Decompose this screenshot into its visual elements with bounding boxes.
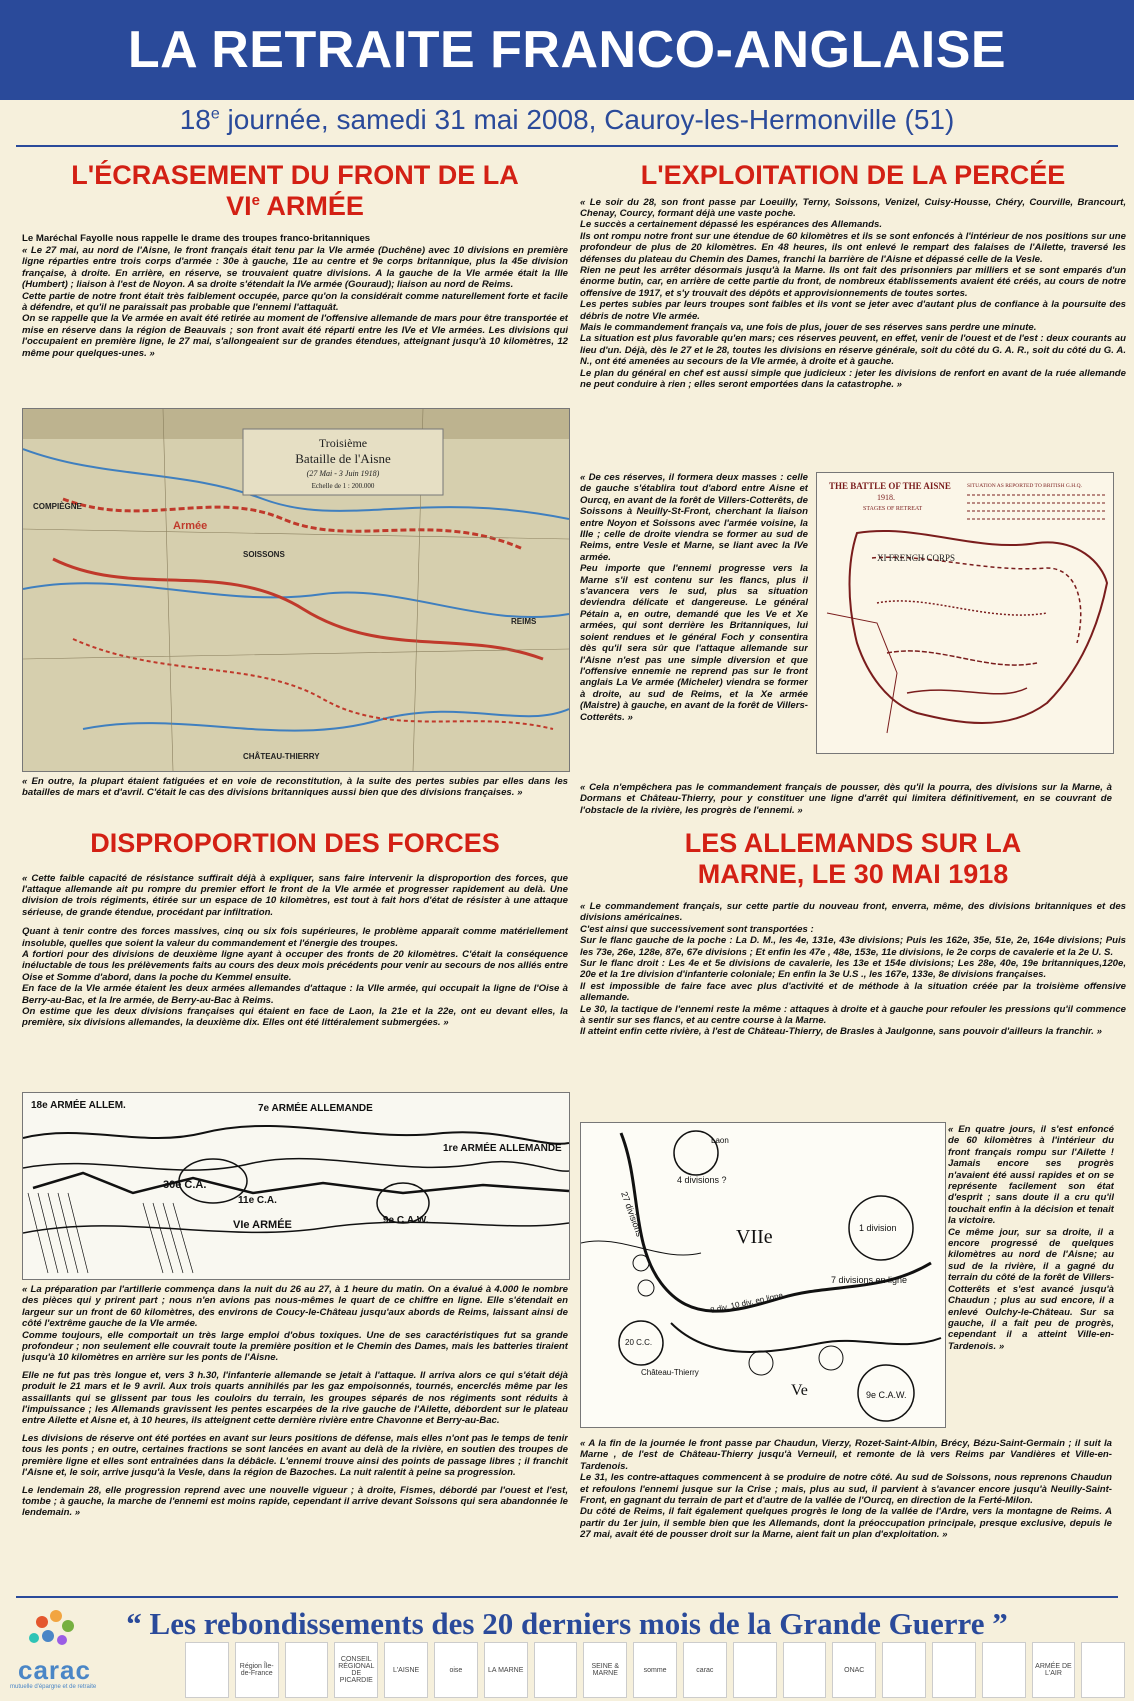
title-armee: ARMÉE [259,190,364,221]
sponsor-logo: ARMÉE DE L'AIR [1032,1642,1076,1698]
paragraph: A fortiori pour des divisions de deuxième ligne ayant à occuper des fronts de 20 kilomètres. C'était la conséquence inéluctable de tous les prélèvements faits au cours des deux mois précédents pour venir au secours de nos alliés entre Oise et Somme d'abord, dans la poche du Kemmel ensuite. [22,948,568,983]
sponsor-logo: CONSEIL RÉGIONAL DE PICARDIE [334,1642,378,1698]
paragraph: « Cette faible capacité de résistance suffirait déjà à expliquer, sans faire intervenir la disproportion des forces, que l'attaque allemande ait pu rompre du premier effort le front de la VIe armée et progresser rapidement au delà. Une division de trois régiments, étirée sur un espace de 10 kilomètres, est tout à fait hors d'état de résister à une attaque sérieuse, de grande étendue, procédant par infiltration. [22,872,568,918]
sponsor-logo [1081,1642,1125,1698]
logo-text: carac [18,1655,91,1685]
map-label: Armée [173,520,208,532]
map-battle-of-the-aisne [816,472,1114,754]
paragraph: Mais le commandement français va, une fois de plus, jouer de ses réserves sans perdre une minute. [580,321,1037,333]
logo-subtext: mutuelle d'épargne et de retraite [10,1684,97,1690]
paragraph: Du côté de Reims, il fait également quelques progrès le long de la vallée de l'Ardre, vers la montagne de Reims. A partir du 1er juin, il semble bien que les Allemands, dont la préoccupation principale, presque exclusive, depuis le 27 mai, avait été de pousser droit sur la Marne, aient fait un plan d'exploitation. » [580,1506,1112,1541]
paragraph: Sur le flanc gauche de la poche : La D. M., les 4e, 131e, 43e divisions; Puis les 162e, 35e, 51e, 2e, 164e divisions; Puis les 73e, 26e, 128e, 87e, 67e divisions ; Et enfin les 47e , 48e, 153e, 11e divisions, le 2e corps de cavalerie et la 2e U. S. [580,935,1126,958]
paragraph: Le 30, la tactique de l'ennemi reste la même : attaques à droite et à gauche pour refouler les pressions qu'il commence à sentir sur ses flancs, et au centre course à la Marne. [580,1003,1126,1027]
paragraph: « La préparation par l'artillerie commença dans la nuit du 26 au 27, à 1 heure du matin. On a évalué à 4.000 le nombre des pièces qui y prirent part ; nous n'en avions pas nous-mêmes le quart de ce chiffre en ligne. Elle s'étendait en largeur sur un front de 60 kilomètres, des environs de Coucy-le-Château jusqu'aux abords de Reims, laissant ainsi de côté l'extrême gauche de la VIe armée. [22,1284,568,1330]
map-label: 9e C.A.W. [866,1390,907,1400]
paragraph: « De ces réserves, il formera deux masses : celle de gauche s'établira tout d'abord entre Aisne et Ourcq, en avant de la forêt de Villers-Cotterêts, de Soissons à Neuilly-St-Front, cherchant la liaison entre Noyon et Soissons avec l'armée voisine, la IIIe ; celle de droite viendra se former au sud de Reims, entre Vesle et Marne, se liant avec la IVe armée. [580,472,808,563]
paragraph: Les divisions de réserve ont été portées en avant sur leurs positions de défense, mais elles n'ont pas le temps de tenir tous les ponts ; en outre, certaines fractions se sont lancées en avant au delà de la rivière, en soutien des troupes de première ligne et elles sont entraînées dans la débâcle. L'ennemi trouve ainsi des points de passage libres ; il franchit l'Aisne et, le soir, arrive jusqu'à la Vesle, dans la région de Bazoches. La nuit ralentit à peine sa progression. [22,1432,568,1479]
sponsor-logo [783,1642,827,1698]
section-title: L'EXPLOITATION DE LA PERCÉE [640,160,1066,190]
paragraph: Elle ne fut pas très longue et, vers 3 h.30, l'infanterie allemande se jetait à l'attaque. Il arriva alors ce qui s'était déjà produit le 21 mars et le 9 avril. Aux trois quarts annihilés par les gaz empoisonnés, tournés, encerclés même par les assaillants qui se glissent par tous les couloirs du terrain, les groupes séparés de nos régiments sont réduits à l'impuissance ; les Allemands gravissent les pentes escarpées de la rive gauche de l'Ailette, débordent sur le plateau entre Ailette et Aisne et, à 10 heures, ils atteignent cette dernière rivière entre Chavonne et Berry-au-Bac. [22,1369,568,1427]
section-exploitation-side [580,472,808,778]
section-title: DISPROPORTION DES FORCES [90,828,500,858]
map-caption: « En outre, la plupart étaient fatiguées et en voie de reconstitution, à la suite des pertes subies par elles dans les batailles de mars et d'avril. C'était le cas des divisions britanniques aussi bien que des divisions françaises. » [22,776,568,799]
section-title-line1: LES ALLEMANDS SUR LA [684,828,1022,858]
section-title-line2: MARNE, LE 30 MAI 1918 [697,858,1009,889]
map-corps: XI FRENCH CORPS [877,553,956,563]
map-title: THE BATTLE OF THE AISNE [829,481,951,491]
footer-quote: “ Les rebondissements des 20 derniers mois de la Grande Guerre ” [126,1606,1008,1641]
sponsor-logo: somme [633,1642,677,1698]
sponsor-logo [185,1642,229,1698]
map-scale: Echelle de 1 : 200.000 [311,482,375,490]
section-marne-side [948,1124,1114,1428]
paragraph: Comme toujours, elle comportait un très large emploi d'obus toxiques. Une de ses caractéristiques fut sa grande profondeur ; non seulement elle couvrait toute la première position et le Chemin des Dames, mais les batteries tiraient jusqu'à 10 kilomètres en arrière sur les ponts de l'Aisne. [22,1329,568,1364]
paragraph: Rien ne peut les arrêter désormais jusqu'à la Marne. Ils ont fait des prisonniers par milliers et se sont emparés d'un énorme butin, car, en arrière de cette partie du front, de nombreux établissements avaient été créés, au cours de notre offensive de 1917, et s'y trouvait des dépôts et approvisionnements de toutes sortes. [580,264,1126,299]
sponsor-logo: ONAC [832,1642,876,1698]
sponsor-logo [882,1642,926,1698]
title-banner [0,0,1134,100]
sponsor-strip [185,1642,1125,1698]
sponsor-logo: LA MARNE [484,1642,528,1698]
map-label: Laon [711,1136,729,1145]
map-title: Troisième [318,436,368,450]
map-label: 8 div. 10 div. en ligne [709,1290,784,1315]
map-label: 30e C.A. [163,1179,207,1191]
paragraph: Quant à tenir contre des forces massives, cinq ou six fois supérieures, le problème apparaît comme matériellement insoluble, quelles que soient la valeur du commandement et l'énergie des troupes. [22,926,568,949]
map-label: CHÂTEAU-THIERRY [243,752,320,761]
section-disproportion-lower [22,1284,568,1584]
map-dates: (27 Mai - 3 Juin 1918) [306,469,380,478]
map-troisieme-bataille [22,408,570,772]
map-front-30-mai [580,1122,946,1428]
map-situation: SITUATION AS REPORTED TO BRITISH G.H.Q. [967,483,1082,489]
header-rule [16,145,1118,147]
map-label: REIMS [511,617,537,626]
paragraph: Sur le flanc droit : Les 4e et 5e divisions de cavalerie, les 13e et 154e divisions; Les 28e, 40e, 19e britanniques,120e, 20e et la 1re division d'infanterie coloniale; En enfin la 3e U.S ., les 167e, 133e, 8e divisions françaises. [580,958,1126,981]
map-stages: STAGES OF RETREAT [863,506,923,512]
paragraph: « Le commandement français, sur cette partie du nouveau front, enverra, même, des divisions britanniques et des divisions américaines. [580,901,1126,924]
section-marne [580,828,1126,1120]
paragraph: Le 31, les contre-attaques commencent à se produire de notre côté. Au sud de Soissons, nous reprenons Chaudun et refoulons l'ennemi jusque sur la Crise ; mais, plus au sud, il parvient à s'avancer encore jusqu'à Neuilly-Saint-Front, en gagnant du terrain de part et d'autre de la vallée de l'Ourcq, en direction de la Ferté-Milon. [580,1472,1112,1507]
paragraph: Les pertes subies par leurs troupes sont faibles et ils vont se jeter avec d'autant plus de confiance à la poursuite des débris de notre VIe armée. [580,299,1126,322]
map-label: 20 C.C. [625,1338,653,1347]
section-marne-lower [580,1438,1112,1588]
paragraph: On se rappelle que la Ve armée en avait été retirée au moment de l'offensive allemande de mars pour être transportée et mise en réserve dans la région de Beauvais ; son front avait été réparti entre les IVe et VIe armées. Les divisions qui l'occupaient en première ligne, le 27 mai, s'allongeaient sur de grandes étendues, atteignant jusqu'à 10 kilomètres, 12 même pour quelques-unes. » [22,313,568,359]
map-label: 18e ARMÉE ALLEM. [31,1100,126,1111]
paragraph: Le plan du général en chef est aussi simple que judicieux : jeter les divisions de renfort en avant de la ruée allemande ne peut conduire à rien ; elles seront emportées dans la catastrophe. » [580,367,1126,390]
footer-rule [16,1596,1118,1598]
title-sup: e [251,191,260,209]
sponsor-logo [733,1642,777,1698]
subtitle-text: journée, samedi 31 mai 2008, Cauroy-les-Hermonville (51) [219,104,955,135]
poster-subtitle [0,104,1134,136]
section-exploitation [580,160,1126,470]
sponsor-logo [982,1642,1026,1698]
map-caption: « Cela n'empêchera pas le commandement français de pousser, dès qu'il la pourra, des divisions sur la Marne, à Dormans et Château-Thierry, pour y constituer une ligne d'arrêt qui limitera définitivement, en se couvrant de l'obstacle de la rivière, les progrès de l'ennemi. » [580,782,1112,816]
subtitle-number: 18 [179,104,211,135]
map-label: 9e C.A.W. [383,1215,429,1226]
map-label: 7e ARMÉE ALLEMANDE [258,1103,373,1114]
section-title [22,160,568,221]
sponsor-logo: carac [683,1642,727,1698]
paragraph: « En quatre jours, il s'est enfoncé de 60 kilomètres à l'intérieur du front français rompu sur l'Ailette ! Jamais encore ses progrès n'avaient été aussi rapides et on se représente facilement son état d'esprit ; sans doute il a cru qu'il touchait enfin à la décision et tenait la victoire. [948,1124,1114,1227]
side-text [948,1124,1114,1352]
paragraph: Le lendemain 28, elle progression reprend avec une nouvelle vigueur ; à droite, Fismes, débordé par l'ouest et l'est, tombe ; à gauche, la marche de l'ennemi est moins rapide, cependant il arrive devant Soissons qui sera abandonnée le lendemain. » [22,1484,568,1519]
map-label: SOISSONS [243,550,285,559]
map-positions-27-mai [22,1092,570,1280]
map-title-2: Bataille de l'Aisne [295,451,391,466]
map-label: VIIe [736,1226,773,1248]
paragraph: En face de la VIe armée étaient les deux armées allemandes d'attaque : la VIIe armée, qui occupait la ligne de l'Oise à Berry-au-Bac, et la Ire armée, de Berry-au-Bac à Reims. [22,983,568,1006]
paragraph: Il atteint enfin cette rivière, à l'est de Château-Thierry, de Brasles à Jaulgonne, sans pouvoir d'ailleurs la franchir. » [580,1026,1102,1038]
paragraph: On estime que les deux divisions françaises qui étaient en face de Laon, la 21e et la 22e, ont eu devant elles, la première, six divisions allemandes, la deuxième dix. Elles ont été littéralement submergées. » [22,1005,568,1029]
section-disproportion [22,828,568,1088]
map-label: COMPIÈGNE [33,502,82,511]
paragraph: Le succès a certainement dépassé les espérances des Allemands. [580,219,883,231]
section-body [22,245,568,359]
map-label: 11e C.A. [238,1195,277,1206]
paragraph: « A la fin de la journée le front passe par Chaudun, Vierzy, Rozet-Saint-Albin, Brécy, Bézu-Saint-Germain ; il suit la Marne , de l'est de Château-Thierry jusqu'à Verneuil, et remonte de là vers Reims par Vandières et Ville-en-Tardenois. [580,1438,1112,1472]
map-label: 1re ARMÉE ALLEMANDE [443,1143,562,1154]
lower-text [22,1284,568,1519]
lower-text [580,1438,1112,1541]
section-body [580,197,1126,391]
sponsor-logo: L'AISNE [384,1642,428,1698]
sponsor-logo: oise [434,1642,478,1698]
paragraph: Ils ont rompu notre front sur une étendue de 60 kilomètres et ils se sont enfoncés à l'intérieur de nos positions sur une profondeur de plus de 20 kilomètres. En 48 heures, ils ont enlevé le rempart des falaises de l'Ailette, traversé les défenses du plateau du Chemin des Dames, franchi la barrière de l'Aisne et dépassé celle de la Vesle. [580,230,1126,265]
paragraph: « Le soir du 28, son front passe par Loeuilly, Terny, Soissons, Venizel, Cuisy-Housse, Chéry, Courville, Brancourt, Chenay, Courcy, formant déjà une vaste poche. [580,196,1126,219]
section-body [580,901,1126,1038]
section-intro: Le Maréchal Fayolle nous rappelle le drame des troupes franco-britanniques [22,233,371,244]
map-label: 27 divisions [619,1190,645,1238]
map-year: 1918. [877,493,895,502]
map-label: VIe ARMÉE [233,1219,292,1231]
sponsor-logo [285,1642,329,1698]
poster-title: LA RETRAITE FRANCO-ANGLAISE [127,21,1007,79]
section-title-line1: L'ÉCRASEMENT DU FRONT DE LA [71,160,519,190]
paragraph: Ce même jour, sur sa droite, il a encore progressé de quelques kilomètres au nord de l'Aisne; au sud de la rivière, il a gagné du terrain du côté de la forêt de Villers-Cotterêts et s'est avancé jusqu'à Chaudun ; plus au sud encore, il a enlevé Oulchy-le-Château. Sur sa gauche, il a fait peu de progrès, cependant il a atteint Ville-en-Tardenois. » [948,1226,1114,1352]
paragraph: Cette partie de notre front était très faiblement occupée, parce qu'on la considérait comme naturellement forte et facile à défendre, et qu'il ne paraissait pas probable que l'ennemi l'attaquât. [22,290,568,314]
section-title [580,828,1126,889]
section-body [22,873,568,1029]
sponsor-logo: Région Île-de-France [235,1642,279,1698]
sponsor-logo [932,1642,976,1698]
section-title-line2 [226,191,364,221]
map-label: Château-Thierry [641,1368,699,1377]
paragraph: Peu importe que l'ennemi progresse vers la Marne s'il est contenu sur les flancs, plus il s'avancera vers le sud, plus sa situation deviendra délicate et dangereuse. Le général Pétain a, en outre, demandé que les Ve et Xe armées, qui sont derrière les Britanniques, lui soient rendues et le général Foch y consentira dès qu'il sera sûr que l'attaque allemande sur l'Aisne n'est pas une simple diversion et que l'offensive ennemie ne reprend pas sur le front anglais La Ve armée (Micheler) viendra se former à droite, au sud de Reims, et la Xe armée (Maistre) à gauche, en avant de la forêt de Villers-Cotterêts. » [580,563,808,723]
map-label: 7 divisions en ligne [831,1275,908,1285]
sponsor-logo [534,1642,578,1698]
side-text [580,472,808,723]
paragraph: La situation est plus favorable qu'en mars; ces réserves peuvent, en effet, venir de l'ouest et de l'est : deux courants au lieu d'un. Déjà, dès le 27 et le 28, toutes les divisions en réserve générale, soit du côté du G. A. R., soit du côté du G. A. N., ont été amenées au secours de la VIe armée, à droite et à gauche. [580,333,1126,368]
map-label: 4 divisions ? [677,1175,727,1185]
subtitle-sup: e [210,105,220,123]
paragraph: C'est ainsi que successivement sont transportées : [580,923,814,935]
paragraph: « Le 27 mai, au nord de l'Aisne, le front français était tenu par la VIe armée (Duchêne) avec 10 divisions en première ligne réparties entre trois corps d'armée : 30e à gauche, 11e au centre et 9e corps britannique, plus la 45e division française, à droite. En arrière, en réserve, se trouvaient quatre divisions. A la gauche de la VIe armée était la IIIe (Humbert) ; liaison à l'est de Noyon. A sa droite s'étendait la IVe armée (Gouraud); liaison au nord de Reims. [22,245,568,291]
map-label: Ve [791,1382,808,1399]
title-roman: VI [226,190,252,221]
map-label: 1 division [859,1223,897,1233]
sponsor-logo: SEINE & MARNE [583,1642,627,1698]
paragraph: Il est impossible de faire face avec plus d'activité et de méthode à la situation créée par la troisième offensive allemande. [580,980,1126,1004]
section-ecrasement [22,160,568,392]
